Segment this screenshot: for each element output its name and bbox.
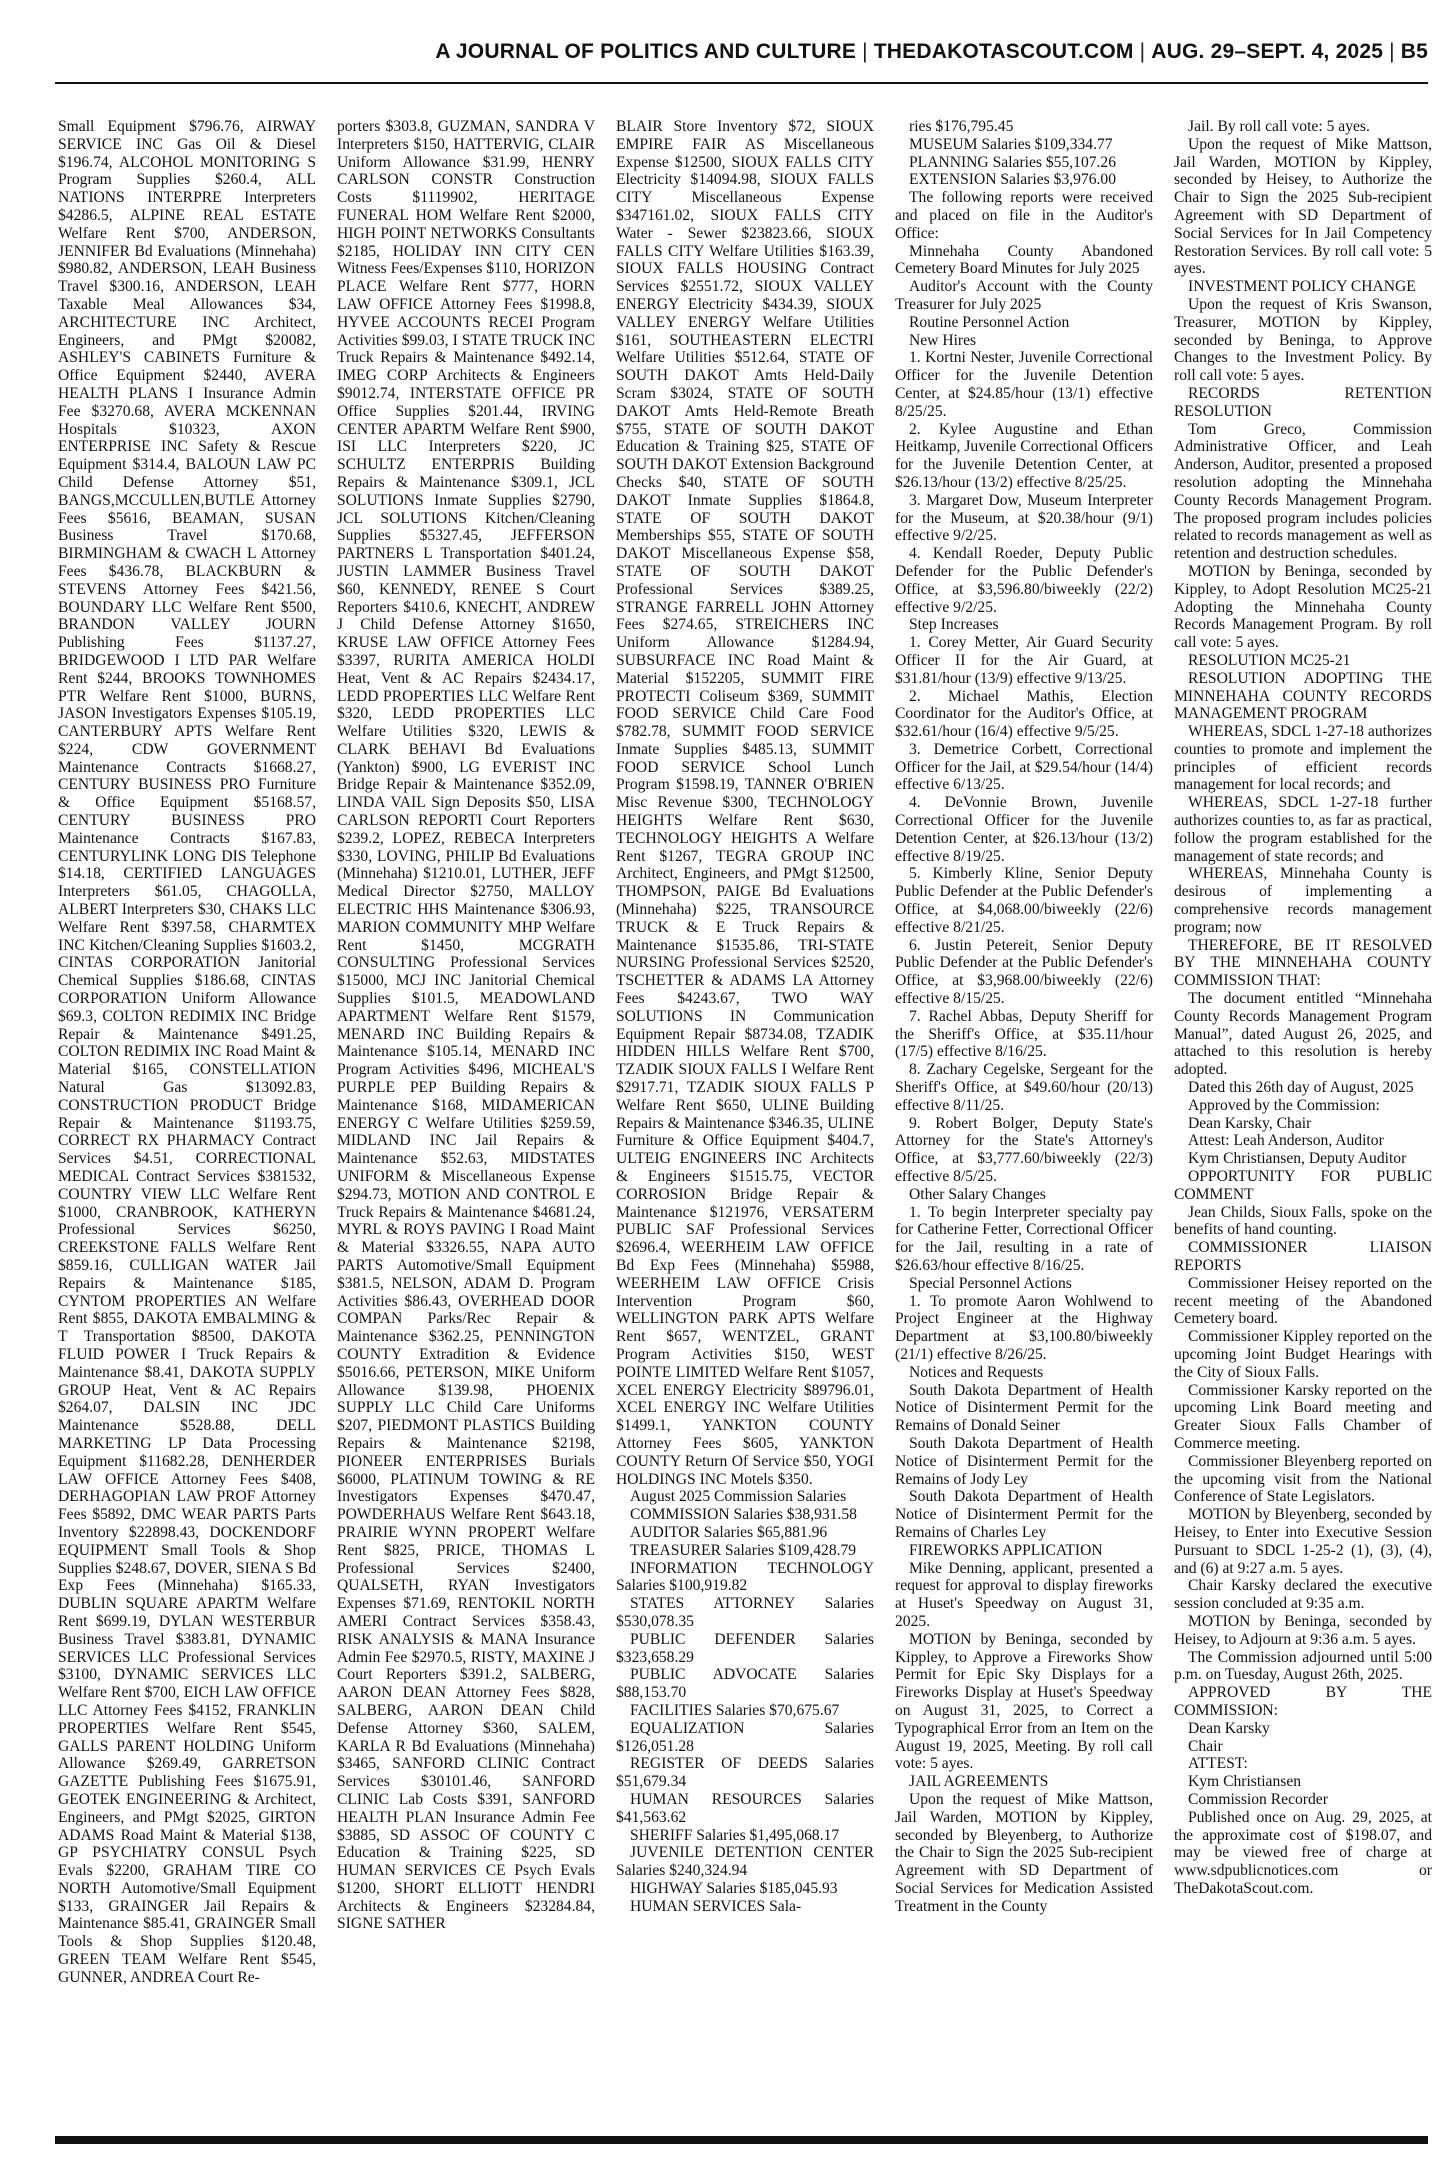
- minutes-paragraph: Routine Personnel Action: [909, 313, 1070, 331]
- minutes-paragraph: 2. Michael Mathis, Election Coordinator for the Auditor's Office, at $32.61/hour (16/4) effective 9/5/25.: [895, 687, 1153, 741]
- header-separator: |: [1389, 40, 1395, 63]
- minutes-paragraph: 3. Demetrice Corbett, Correctional Officer for the Jail, at $29.54/hour (14/4) effective 6/13/25.: [895, 740, 1153, 794]
- minutes-part-1: [895, 118, 1153, 1915]
- column-4: [895, 118, 1153, 2128]
- salary-line: SHERIFF Salaries $1,495,068.17: [630, 1826, 840, 1844]
- minutes-paragraph: The following reports were received and placed on file in the Auditor's Office:: [895, 189, 1153, 242]
- salary-line: PUBLIC ADVOCATE Salaries $88,153.70: [616, 1666, 874, 1702]
- minutes-paragraph: MUSEUM Salaries $109,334.77: [909, 135, 1113, 153]
- salaries-list: [616, 1506, 874, 1915]
- minutes-paragraph: Commission Recorder: [1188, 1790, 1328, 1808]
- minutes-paragraph: South Dakota Department of Health Notice of Disinterment Permit for the Remains of Charles Ley: [895, 1488, 1153, 1541]
- minutes-paragraph: Commissioner Bleyenberg reported on the upcoming visit from the National Conference of State Legislators.: [1174, 1452, 1432, 1506]
- minutes-paragraph: 4. Kendall Roeder, Deputy Public Defender for the Public Defender's Office, at $3,596.80/biweekly (22/2) effective 9/2/25.: [895, 545, 1153, 616]
- minutes-paragraph: The Commission adjourned until 5:00 p.m. on Tuesday, August 26th, 2025.: [1174, 1648, 1432, 1684]
- minutes-paragraph: Other Salary Changes: [909, 1185, 1046, 1203]
- minutes-paragraph: Tom Greco, Commission Administrative Officer, and Leah Anderson, Auditor, presented a proposed resolution adopting the Minnehaha County Records Management Program. The proposed program includes policies related to records management as well as retention and destruction schedules.: [1174, 420, 1432, 563]
- salary-line: STATES ATTORNEY Salaries $530,078.35: [616, 1595, 874, 1630]
- salary-line: TREASURER Salaries $109,428.79: [630, 1541, 857, 1559]
- site-name: THEDAKOTASCOUT.COM: [873, 40, 1134, 63]
- minutes-paragraph: Commissioner Heisey reported on the recent meeting of the Abandoned Cemetery board.: [1174, 1274, 1432, 1328]
- minutes-paragraph: Dean Karsky, Chair: [1188, 1114, 1312, 1132]
- minutes-paragraph: RESOLUTION ADOPTING THE MINNEHAHA COUNTY RECORDS MANAGEMENT PROGRAM: [1174, 669, 1432, 723]
- column-1: [58, 118, 316, 2128]
- salary-line: COMMISSION Salaries $38,931.58: [630, 1506, 857, 1524]
- minutes-paragraph: The document entitled “Minnehaha County Records Management Program Manual”, dated August 26, 2025, and attached to this resolution is hereby adopted.: [1174, 990, 1432, 1079]
- minutes-paragraph: RECORDS RETENTION RESOLUTION: [1174, 384, 1432, 420]
- minutes-paragraph: INVESTMENT POLICY CHANGE: [1188, 278, 1416, 296]
- salary-line: PUBLIC DEFENDER Salaries $323,658.29: [616, 1630, 874, 1666]
- salary-line: FACILITIES Salaries $70,675.67: [630, 1701, 840, 1719]
- minutes-paragraph: Special Personnel Actions: [909, 1274, 1072, 1292]
- legal-notice-columns: [58, 118, 1432, 2128]
- minutes-paragraph: THEREFORE, BE IT RESOLVED BY THE MINNEHAHA COUNTY COMMISSION THAT:: [1174, 936, 1432, 990]
- minutes-paragraph: 7. Rachel Abbas, Deputy Sheriff for the Sheriff's Office, at $35.11/hour (17/5) effective 8/16/25.: [895, 1007, 1153, 1061]
- minutes-paragraph: Upon the request of Kris Swanson, Treasurer, MOTION by Kippley, seconded by Beninga, to Approve Changes to the Investment Policy. By roll call vote: 5 ayes.: [1174, 295, 1432, 385]
- salary-line: AUDITOR Salaries $65,881.96: [630, 1523, 828, 1541]
- claims-list-part-3: BLAIR Store Inventory $72, SIOUX EMPIRE FAIR AS Miscellaneous Expense $12500, SIOUX FALLS CITY Electricity $14094.98, SIOUX FALLS CITY Miscellaneous Expense $347161.02, SIOUX FALLS CITY Water - Sewer $23823.66, SIOUX FALLS CITY Welfare Utilities $163.39, SIOUX FALLS HOUSING Contract Services $2551.72, SIOUX VALLEY ENERGY Electricity $434.39, SIOUX VALLEY ENERGY Welfare Utilities $161, SOUTHEASTERN ELECTRI Welfare Utilities $512.64, STATE OF SOUTH DAKOT Amts Held-Daily Scram $3024, STATE OF SOUTH DAKOT Amts Held-Remote Breath $755, STATE OF SOUTH DAKOT Education & Training $25, STATE OF SOUTH DAKOT Extension Background Checks $40, STATE OF SOUTH DAKOT Inmate Supplies $1864.8, STATE OF SOUTH DAKOT Memberships $55, STATE OF SOUTH DAKOT Miscellaneous Expense $58, STATE OF SOUTH DAKOT Professional Services $389.25, STRANGE FARRELL JOHN Attorney Fees $274.65, STREICHERS INC Uniform Allowance $1284.94, SUBSURFACE INC Road Maint & Material $152205, SUMMIT FIRE PROTECTI Coliseum $369, SUMMIT FOOD SERVICE Child Care Food $782.78, SUMMIT FOOD SERVICE Inmate Supplies $485.13, SUMMIT FOOD SERVICE School Lunch Program $1598.19, TANNER O'BRIEN Misc Revenue $300, TECHNOLOGY HEIGHTS Welfare Rent $630, TECHNOLOGY HEIGHTS A Welfare Rent $1267, TEGRA GROUP INC Architect, Engineers, and PMgt $12500, THOMPSON, PAIGE Bd Evaluations (Minnehaha) $225, TRANSOURCE TRUCK & E Truck Repairs & Maintenance $1535.86, TRI-STATE NURSING Professional Services $2520, TSCHETTER & ADAMS LA Attorney Fees $4243.67, TWO WAY SOLUTIONS IN Communication Equipment Repair $8734.08, TZADIK HIDDEN HILLS Welfare Rent $700, TZADIK SIOUX FALLS I Welfare Rent $2917.71, TZADIK SIOUX FALLS P Welfare Rent $650, ULINE Building Repairs & Maintenance $346.35, ULINE Furniture & Office Equipment $404.7, ULTEIG ENGINEERS INC Architects & Engineers $1515.75, VECTOR CORROSION Bridge Repair & Maintenance $121976, VERSATERM PUBLIC SAF Professional Services $2696.4, WEERHEIM LAW OFFICE Bd Exp Fees (Minnehaha) $5988, WEERHEIM LAW OFFICE Crisis Intervention Program $60, WELLINGTON PARK APTS Welfare Rent $657, WENTZEL, GRANT Program Activities $150, WEST POINTE LIMITED Welfare Rent $1057, XCEL ENERGY Electricity $89796.01, XCEL ENERGY INC Welfare Utilities $1499.1, YANKTON COUNTY Attorney Fees $605, YANKTON COUNTY Return Of Service $50, YOGI HOLDINGS INC Motels $350.: [616, 118, 874, 1488]
- minutes-paragraph: WHEREAS, Minnehaha County is desirous of implementing a comprehensive records management program; now: [1174, 865, 1432, 936]
- minutes-paragraph: JAIL AGREEMENTS: [909, 1773, 1049, 1791]
- minutes-paragraph: Approved by the Commission:: [1188, 1096, 1380, 1114]
- minutes-part-2: [1174, 118, 1432, 1898]
- minutes-paragraph: 4. DeVonnie Brown, Juvenile Correctional Officer for the Juvenile Detention Center, at $26.13/hour (13/2) effective 8/19/25.: [895, 794, 1153, 865]
- minutes-paragraph: 2. Kylee Augustine and Ethan Heitkamp, Juvenile Correctional Officers for the Juvenile Detention Center, at $26.13/hour (13/2) effective 8/25/25.: [895, 420, 1153, 491]
- minutes-paragraph: PLANNING Salaries $55,107.26: [909, 153, 1117, 171]
- minutes-paragraph: South Dakota Department of Health Notice of Disinterment Permit for the Remains of Donald Seiner: [895, 1381, 1153, 1435]
- minutes-paragraph: 9. Robert Bolger, Deputy State's Attorney for the State's Attorney's Office, at $3,777.60/biweekly (22/3) effective 8/5/25.: [895, 1114, 1153, 1186]
- minutes-paragraph: Jean Childs, Sioux Falls, spoke on the benefits of hand counting.: [1174, 1203, 1432, 1239]
- minutes-paragraph: South Dakota Department of Health Notice of Disinterment Permit for the Remains of Jody Ley: [895, 1434, 1153, 1488]
- footer-rule: [55, 2136, 1428, 2144]
- minutes-paragraph: 1. To promote Aaron Wohlwend to Project Engineer at the Highway Department at $3,100.80/biweekly (21/1) effective 8/26/25.: [895, 1292, 1153, 1363]
- minutes-paragraph: FIREWORKS APPLICATION: [909, 1541, 1103, 1559]
- minutes-paragraph: 1. Kortni Nester, Juvenile Correctional Officer for the Juvenile Detention Center, at $24.85/hour (13/1) effective 8/25/25.: [895, 349, 1153, 420]
- salaries-heading: August 2025 Commission Salaries: [630, 1488, 847, 1506]
- minutes-paragraph: Attest: Leah Anderson, Auditor: [1188, 1132, 1384, 1150]
- minutes-paragraph: New Hires: [909, 331, 977, 349]
- minutes-paragraph: Upon the request of Mike Mattson, Jail Warden, MOTION by Kippley, seconded by Bleyenberg, to Authorize the Chair to Sign the 2025 Sub-recipient Agreement with SD Department of Social Services for Medication Assisted Treatment in the County: [895, 1790, 1153, 1915]
- minutes-paragraph: Dean Karsky: [1188, 1719, 1270, 1737]
- minutes-paragraph: 1. Corey Metter, Air Guard Security Officer II for the Air Guard, at $31.81/hour (13/9) effective 9/13/25.: [895, 634, 1153, 687]
- minutes-paragraph: Mike Denning, applicant, presented a request for approval to display fireworks at Huset's Speedway on August 31, 2025.: [895, 1559, 1153, 1630]
- journal-tagline: A JOURNAL OF POLITICS AND CULTURE: [435, 40, 857, 63]
- header-separator: |: [862, 40, 868, 63]
- minutes-paragraph: 6. Justin Petereit, Senior Deputy Public Defender at the Public Defender's Office, at $3,968.00/biweekly (22/6) effective 8/15/25.: [895, 936, 1153, 1008]
- minutes-paragraph: 5. Kimberly Kline, Senior Deputy Public Defender at the Public Defender's Office, at $4,068.00/biweekly (22/6) effective 8/21/25.: [895, 865, 1153, 936]
- minutes-paragraph: MOTION by Beninga, seconded by Kippley, to Adopt Resolution MC25-21 Adopting the Minnehaha County Records Management Program. By roll call vote: 5 ayes.: [1174, 562, 1432, 652]
- salary-line: HUMAN SERVICES Sala-: [630, 1897, 802, 1915]
- page-number: B5: [1400, 40, 1428, 63]
- header-separator: |: [1139, 40, 1146, 63]
- minutes-paragraph: 3. Margaret Dow, Museum Interpreter for the Museum, at $20.38/hour (9/1) effective 9/2/25.: [895, 491, 1153, 545]
- salary-line: JUVENILE DETENTION CENTER Salaries $240,324.94: [616, 1844, 874, 1880]
- minutes-paragraph: ries $176,795.45: [909, 118, 1014, 135]
- minutes-paragraph: 8. Zachary Cegelske, Sergeant for the Sheriff's Office, at $49.60/hour (20/13) effective 8/11/25.: [895, 1061, 1153, 1114]
- page-header: [55, 40, 1428, 80]
- minutes-paragraph: Chair: [1188, 1737, 1223, 1755]
- minutes-paragraph: Dated this 26th day of August, 2025: [1188, 1079, 1414, 1097]
- issue-dates: AUG. 29–SEPT. 4, 2025: [1151, 40, 1384, 63]
- minutes-paragraph: MOTION by Beninga, seconded by Kippley, to Approve a Fireworks Show Permit for Epic Sky Displays for a Fireworks Display at Huset's Speedway on August 31, 2025, to Correct a Typographical Error from an Item on the August 19, 2025, Meeting. By roll call vote: 5 ayes.: [895, 1630, 1153, 1773]
- minutes-paragraph: OPPORTUNITY FOR PUBLIC COMMENT: [1174, 1168, 1432, 1203]
- minutes-paragraph: RESOLUTION MC25-21: [1188, 651, 1351, 669]
- claims-list-part-2: porters $303.8, GUZMAN, SANDRA V Interpreters $150, HATTERVIG, CLAIR Uniform Allowance $31.99, HENRY CARLSON CONSTR Construction Costs $1119902, HERITAGE FUNERAL HOM Welfare Rent $2000, HIGH POINT NETWORKS Consultants $2185, HOLIDAY INN CITY CEN Witness Fees/Expenses $110, HORIZON PLACE Welfare Rent $777, HORN LAW OFFICE Attorney Fees $1998.8, HYVEE ACCOUNTS RECEI Program Activities $99.03, I STATE TRUCK INC Truck Repairs & Maintenance $492.14, IMEG CORP Architects & Engineers $9012.74, INTERSTATE OFFICE PR Office Supplies $201.44, IRVING CENTER APARTM Welfare Rent $900, ISI LLC Interpreters $220, JC SCHULTZ ENTERPRIS Building Repairs & Maintenance $309.1, JCL SOLUTIONS Inmate Supplies $2790, JCL SOLUTIONS Kitchen/Cleaning Supplies $5327.45, JEFFERSON PARTNERS L Transportation $401.24, JUSTIN LAMMER Business Travel $60, KENNEDY, RENEE S Court Reporters $410.6, KNECHT, ANDREW J Child Defense Attorney $1650, KRUSE LAW OFFICE Attorney Fees $3397, RURITA AMERICA HOLDI Heat, Vent & AC Repairs $2434.17, LEDD PROPERTIES LLC Welfare Rent $320, LEDD PROPERTIES LLC Welfare Utilities $320, LEWIS & CLARK BEHAVI Bd Evaluations (Yankton) $900, LG EVERIST INC Bridge Repair & Maintenance $352.09, LINDA VAIL Sign Deposits $50, LISA CARLSON REPORTI Court Reporters $239.2, LOPEZ, REBECA Interpreters $330, LOVING, PHILIP Bd Evaluations (Minnehaha) $1210.01, LUTHER, JEFF Medical Director $2750, MALLOY ELECTRIC HHS Maintenance $306.93, MARION COMMUNITY MHP Welfare Rent $1450, MCGRATH CONSULTING Professional Services $15000, MCJ INC Janitorial Chemical Supplies $101.5, MEADOWLAND APARTMENT Welfare Rent $1579, MENARD INC Building Repairs & Maintenance $105.14, MENARD INC Program Activities $496, MICHEAL'S PURPLE PEP Building Repairs & Maintenance $168, MIDAMERICAN ENERGY C Welfare Utilities $259.59, MIDLAND INC Jail Repairs & Maintenance $52.63, MIDSTATES UNIFORM & Miscellaneous Expense $294.73, MOTION AND CONTROL E Truck Repairs & Maintenance $4681.24, MYRL & ROYS PAVING I Road Maint & Material $3326.55, NAPA AUTO PARTS Automotive/Small Equipment $381.5, NELSON, ADAM D. Program Activities $86.43, OVERHEAD DOOR COMPAN Parks/Rec Repair & Maintenance $362.25, PENNINGTON COUNTY Extradition & Evidence $5016.66, PETERSON, MIKE Uniform Allowance $139.98, PHOENIX SUPPLY LLC Child Care Uniforms $207, PIEDMONT PLASTICS Building Repairs & Maintenance $2198, PIONEER ENTERPRISES Burials $6000, PLATINUM TOWING & RE Investigators Expenses $470.47, POWDERHAUS Welfare Rent $643.18, PRAIRIE WYNN PROPERT Welfare Rent $825, PRICE, THOMAS L Professional Services $2400, QUALSETH, RYAN Investigators Expenses $71.69, RENTOKIL NORTH AMERI Contract Services $358.43, RISK ANALYSIS & MANA Insurance Admin Fee $2970.5, RISTY, MAXINE J Court Reporters $391.2, SALBERG, AARON DEAN Attorney Fees $828, SALBERG, AARON DEAN Child Defense Attorney $360, SALEM, KARLA R Bd Evaluations (Minnehaha) $3465, SANFORD CLINIC Contract Services $30101.46, SANFORD CLINIC Lab Costs $391, SANFORD HEALTH PLAN Insurance Admin Fee $3885, SD ASSOC OF COUNTY C Education & Training $225, SD HUMAN SERVICES CE Psych Evals $1200, SHORT ELLIOTT HENDRI Architects & Engineers $23284.84, SIGNE SATHER: [337, 118, 595, 1933]
- column-3: [616, 118, 874, 2128]
- salary-line: HUMAN RESOURCES Salaries $41,563.62: [616, 1790, 874, 1826]
- minutes-paragraph: MOTION by Bleyenberg, seconded by Heisey, to Enter into Executive Session Pursuant to SDCL 1-25-2 (1), (3), (4), and (6) at 9:27 a.m. 5 ayes.: [1174, 1506, 1432, 1577]
- column-5: [1174, 118, 1432, 2128]
- minutes-paragraph: Minnehaha County Abandoned Cemetery Board Minutes for July 2025: [895, 242, 1153, 278]
- salary-line: EQUALIZATION Salaries $126,051.28: [616, 1719, 874, 1755]
- minutes-paragraph: Kym Christiansen, Deputy Auditor: [1188, 1150, 1407, 1168]
- minutes-paragraph: 1. To begin Interpreter specialty pay for Catherine Fetter, Correctional Officer for the Jail, resulting in a rate of $26.63/hour effective 8/16/25.: [895, 1203, 1153, 1274]
- minutes-paragraph: Commissioner Kippley reported on the upcoming Joint Budget Hearings with the City of Sioux Falls.: [1174, 1328, 1432, 1381]
- minutes-paragraph: Published once on Aug. 29, 2025, at the approximate cost of $198.07, and may be viewed free of charge at www.sdpublicnotices.com or TheDakotaScout.com.: [1174, 1808, 1432, 1897]
- minutes-paragraph: Chair Karsky declared the executive session concluded at 9:35 a.m.: [1174, 1577, 1432, 1613]
- minutes-paragraph: Kym Christiansen: [1188, 1773, 1302, 1791]
- minutes-paragraph: MOTION by Beninga, seconded by Heisey, to Adjourn at 9:36 a.m. 5 ayes.: [1174, 1612, 1432, 1648]
- header-rule: [55, 82, 1428, 84]
- minutes-paragraph: Jail. By roll call vote: 5 ayes.: [1188, 118, 1370, 135]
- minutes-paragraph: Notices and Requests: [909, 1363, 1044, 1381]
- minutes-paragraph: APPROVED BY THE COMMISSION:: [1174, 1684, 1432, 1719]
- minutes-paragraph: Auditor's Account with the County Treasurer for July 2025: [895, 278, 1153, 313]
- minutes-paragraph: EXTENSION Salaries $3,976.00: [909, 171, 1117, 189]
- column-2: [337, 118, 595, 2128]
- minutes-paragraph: Commissioner Karsky reported on the upcoming Link Board meeting and Greater Sioux Falls Chamber of Commerce meeting.: [1174, 1381, 1432, 1452]
- minutes-paragraph: WHEREAS, SDCL 1-27-18 further authorizes counties to, as far as practical, follow the program established for the management of state records; and: [1174, 794, 1432, 865]
- minutes-paragraph: Upon the request of Mike Mattson, Jail Warden, MOTION by Kippley, seconded by Heisey, to Authorize the Chair to Sign the 2025 Sub-recipient Agreement with SD Department of Social Services for In Jail Competency Restoration Services. By roll call vote: 5 ayes.: [1174, 135, 1432, 278]
- minutes-paragraph: WHEREAS, SDCL 1-27-18 authorizes counties to promote and implement the principles of efficient records management for local records; and: [1174, 723, 1432, 794]
- salary-line: INFORMATION TECHNOLOGY Salaries $100,919.82: [616, 1559, 874, 1595]
- salary-line: HIGHWAY Salaries $185,045.93: [630, 1879, 838, 1897]
- minutes-paragraph: COMMISSIONER LIAISON REPORTS: [1174, 1239, 1432, 1274]
- minutes-paragraph: Step Increases: [909, 616, 999, 634]
- minutes-paragraph: ATTEST:: [1188, 1755, 1248, 1773]
- claims-list-part-1: Small Equipment $796.76, AIRWAY SERVICE INC Gas Oil & Diesel $196.74, ALCOHOL MONITORING S Program Supplies $260.4, ALL NATIONS INTERPRE Interpreters $4286.5, ALPINE REAL ESTATE Welfare Rent $700, ANDERSON, JENNIFER Bd Evaluations (Minnehaha) $980.82, ANDERSON, LEAH Business Travel $300.16, ANDERSON, LEAH Taxable Meal Allowances $34, ARCHITECTURE INC Architect, Engineers, and PMgt $20082, ASHLEY'S CABINETS Furniture & Office Equipment $2440, AVERA HEALTH PLANS I Insurance Admin Fee $3270.68, AVERA MCKENNAN Hospitals $10323, AXON ENTERPRISE INC Safety & Rescue Equipment $314.4, BALOUN LAW PC Child Defense Attorney $51, BANGS,MCCULLEN,BUTLE Attorney Fees $5616, BEAMAN, SUSAN Business Travel $170.68, BIRMINGHAM & CWACH L Attorney Fees $436.78, BLACKBURN & STEVENS Attorney Fees $421.56, BOUNDARY LLC Welfare Rent $500, BRANDON VALLEY JOURN Publishing Fees $1137.27, BRIDGEWOOD I LTD PAR Welfare Rent $244, BROOKS TOWNHOMES PTR Welfare Rent $1000, BURNS, JASON Investigators Expenses $105.19, CANTERBURY APTS Welfare Rent $224, CDW GOVERNMENT Maintenance Contracts $1668.27, CENTURY BUSINESS PRO Furniture & Office Equipment $5168.57, CENTURY BUSINESS PRO Maintenance Contracts $167.83, CENTURYLINK LONG DIS Telephone $14.18, CERTIFIED LANGUAGES Interpreters $61.05, CHAGOLLA, ALBERT Interpreters $30, CHAKS LLC Welfare Rent $397.58, CHARMTEX INC Kitchen/Cleaning Supplies $1603.2, CINTAS CORPORATION Janitorial Chemical Supplies $186.68, CINTAS CORPORATION Uniform Allowance $69.3, COLTON REDIMIX INC Bridge Repair & Maintenance $491.25, COLTON REDIMIX INC Road Maint & Material $165, CONSTELLATION Natural Gas $13092.83, CONSTRUCTION PRODUCT Bridge Repair & Maintenance $1193.75, CORRECT RX PHARMACY Contract Services $4.51, CORRECTIONAL MEDICAL Contract Services $381532, COUNTRY VIEW LLC Welfare Rent $1000, CRANBROOK, KATHERYN Professional Services $6250, CREEKSTONE FALLS Welfare Rent $859.16, CULLIGAN WATER Jail Repairs & Maintenance $185, CYNTOM PROPERTIES AN Welfare Rent $855, DAKOTA EMBALMING & T Transportation $8500, DAKOTA FLUID POWER I Truck Repairs & Maintenance $8.41, DAKOTA SUPPLY GROUP Heat, Vent & AC Repairs $264.07, DALSIN INC JDC Maintenance $528.88, DELL MARKETING LP Data Processing Equipment $11682.28, DENHERDER LAW OFFICE Attorney Fees $408, DERHAGOPIAN LAW PROF Attorney Fees $5892, DMC WEAR PARTS Parts Inventory $22898.43, DOCKENDORF EQUIPMENT Small Tools & Shop Supplies $248.67, DOVER, SIENA S Bd Exp Fees (Minnehaha) $165.33, DUBLIN SQUARE APARTM Welfare Rent $699.19, DYLAN WESTERBUR Business Travel $383.81, DYNAMIC SERVICES LLC Professional Services $3100, DYNAMIC SERVICES LLC Welfare Rent $700, EICH LAW OFFICE LLC Attorney Fees $4152, FRANKLIN PROPERTIES Welfare Rent $545, GALLS PARENT HOLDING Uniform Allowance $269.49, GARRETSON GAZETTE Publishing Fees $1675.91, GEOTEK ENGINEERING & Architect, Engineers, and PMgt $2025, GIRTON ADAMS Road Maint & Material $138, GP PSYCHIATRY CONSUL Psych Evals $2200, GRAHAM TIRE CO NORTH Automotive/Small Equipment $133, GRAINGER Jail Repairs & Maintenance $85.41, GRAINGER Small Tools & Shop Supplies $120.48, GREEN TEAM Welfare Rent $545, GUNNER, ANDREA Court Re-: [58, 118, 316, 1986]
- salary-line: REGISTER OF DEEDS Salaries $51,679.34: [616, 1755, 874, 1791]
